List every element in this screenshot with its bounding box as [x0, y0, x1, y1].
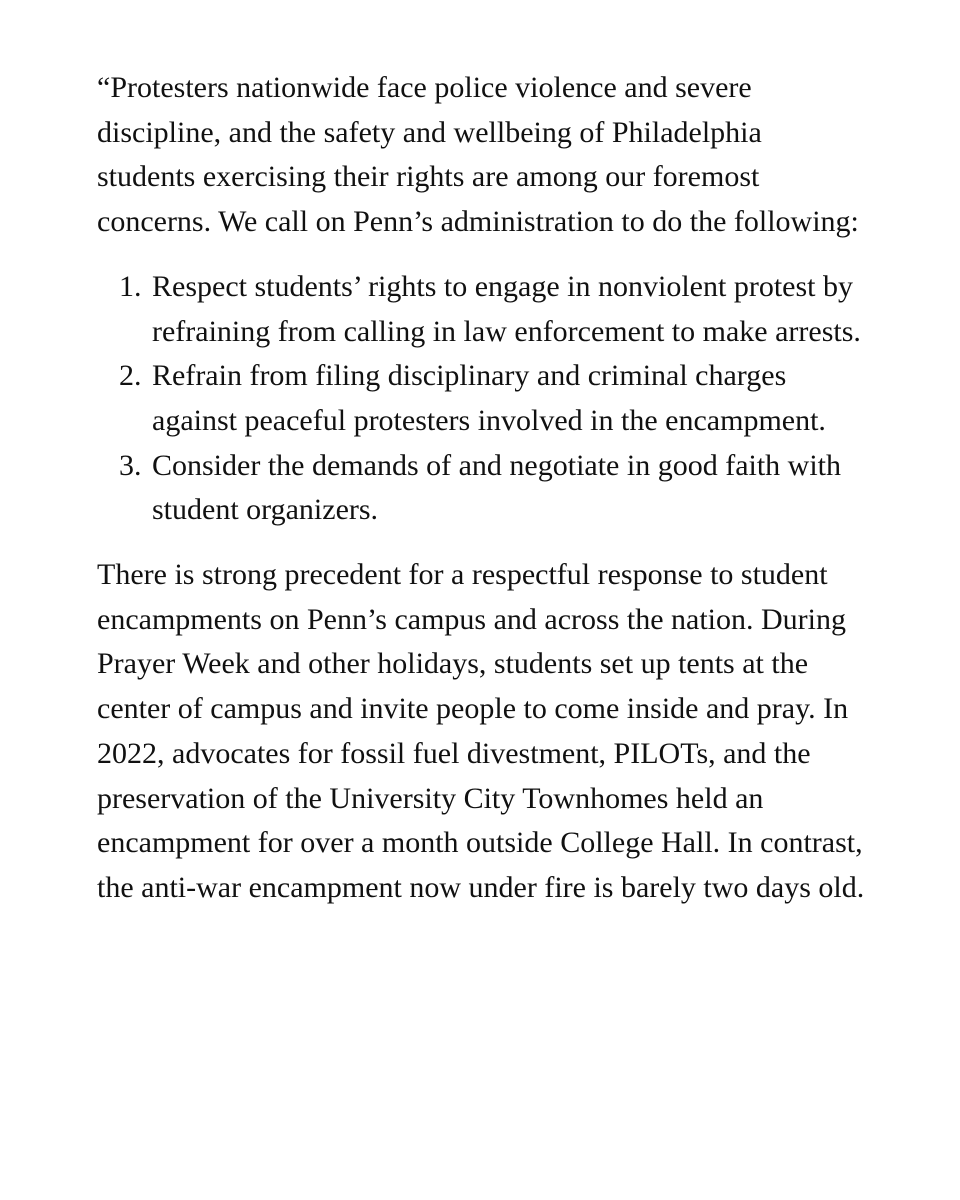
demand-text: Respect students’ rights to engage in nonviolent protest by refraining from calling in law enforcement to make arrests. — [152, 269, 861, 348]
demand-number: 1. — [119, 269, 142, 303]
demand-number: 3. — [119, 448, 142, 482]
demand-number: 2. — [119, 359, 142, 393]
demand-item-3 — [119, 444, 867, 533]
intro-paragraph: “Protesters nationwide face police violence and severe discipline, and the safety and wellbeing of Philadelphia students exercising their rights are among our foremost concerns. We call on Penn’s administration to do the following: — [97, 71, 859, 239]
demand-item-1 — [119, 265, 867, 354]
demand-text: Consider the demands of and negotiate in good faith with student organizers. — [152, 448, 842, 527]
statement-document — [97, 66, 867, 911]
demand-text: Refrain from filing disciplinary and criminal charges against peaceful protesters involved in the encampment. — [152, 359, 826, 437]
demand-item-2 — [119, 354, 867, 443]
demands-list — [97, 265, 867, 533]
closing-paragraph: There is strong precedent for a respectful response to student encampments on Penn’s campus and across the nation. During Prayer Week and other holidays, students set up tents at the center of campus and invite people to come inside and pray. In 2022, advocates for fossil fuel divestment, PILOTs, and the preservation of the University City Townhomes held an encampment for over a month outside College Hall. In contrast, the anti-war encampment now under fire is barely two days old. — [97, 558, 865, 904]
